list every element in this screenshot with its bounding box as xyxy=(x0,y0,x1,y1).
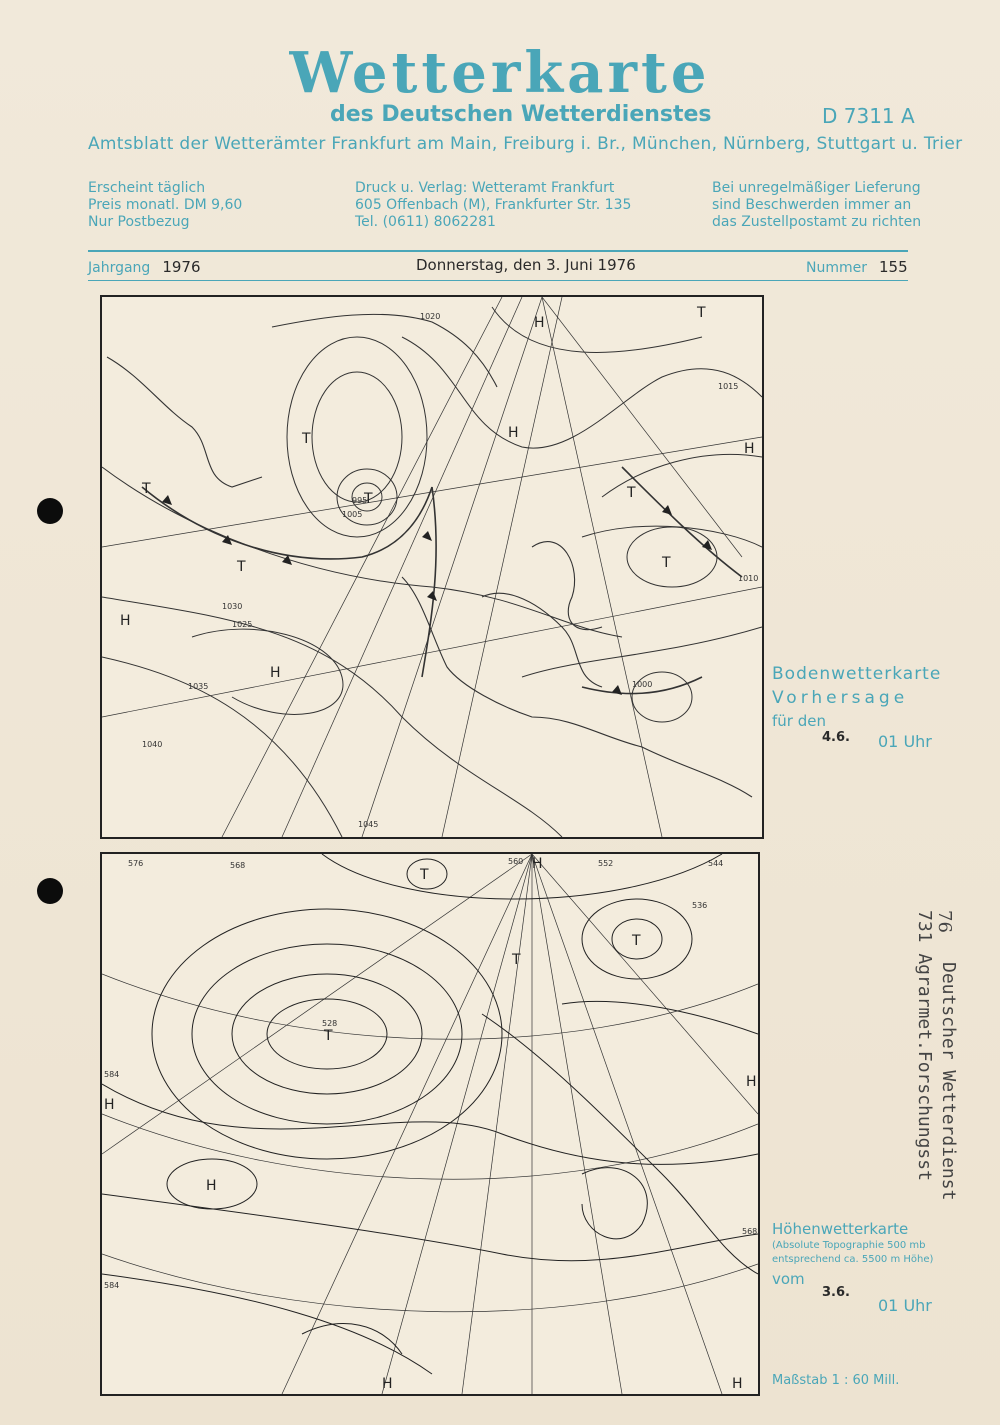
header-rule-bottom xyxy=(88,280,908,281)
stamp-line-2: 731 Agrarmet.Forschungsst xyxy=(914,910,935,1181)
pressure-label: H xyxy=(104,1097,115,1113)
isobar-value: 1040 xyxy=(142,740,163,749)
upper-air-map xyxy=(100,852,760,1396)
pressure-label: T xyxy=(662,555,671,571)
isobar-value: 1020 xyxy=(420,312,441,321)
info-line: Erscheint täglich xyxy=(88,180,206,196)
contour-value: 576 xyxy=(128,859,144,868)
pressure-label: T xyxy=(697,305,706,321)
contour-value: 536 xyxy=(692,901,708,910)
pressure-label: T xyxy=(512,952,521,968)
isobar-value: 1045 xyxy=(358,820,379,829)
contour-value: 528 xyxy=(322,1019,338,1028)
contour-value: 584 xyxy=(104,1070,120,1079)
map1-time: 01 Uhr xyxy=(878,732,932,751)
library-stamp xyxy=(895,910,975,1270)
surface-weather-map xyxy=(100,295,764,839)
publisher-info xyxy=(355,180,631,231)
isobar-value: 1030 xyxy=(222,602,243,611)
map2-date: 3.6. xyxy=(822,1285,850,1300)
isobar-value: 1025 xyxy=(232,620,253,629)
isobar-value: 1035 xyxy=(188,682,209,691)
isobar-value: 1005 xyxy=(342,510,363,519)
upper-air-map-drawing xyxy=(102,854,758,1394)
punch-hole-top xyxy=(37,498,63,524)
info-line: Nur Postbezug xyxy=(88,214,190,230)
map2-caption-2: (Absolute Topographie 500 mb xyxy=(772,1240,926,1251)
delivery-info xyxy=(712,180,921,231)
info-line: Preis monatl. DM 9,60 xyxy=(88,197,243,213)
pressure-label: T xyxy=(142,481,151,497)
map2-time: 01 Uhr xyxy=(878,1296,932,1315)
punch-hole-bottom xyxy=(37,878,63,904)
info-line: Bei unregelmäßiger Lieferung xyxy=(712,180,921,196)
publication-info xyxy=(88,180,242,231)
info-line: Tel. (0611) 8062281 xyxy=(355,214,496,230)
isobar-value: 1000 xyxy=(632,680,653,689)
pressure-label: H xyxy=(270,665,281,681)
page-subtitle: des Deutschen Wetterdienstes xyxy=(330,102,712,127)
amtsblatt-line: Amtsblatt der Wetterämter Frankfurt am Main, Freiburg i. Br., München, Nürnberg, Stuttgart u. Trier xyxy=(88,134,963,154)
map2-caption-3: entsprechend ca. 5500 m Höhe) xyxy=(772,1254,934,1265)
map-scale: Maßstab 1 : 60 Mill. xyxy=(772,1373,900,1388)
pressure-label: T xyxy=(627,485,636,501)
pressure-label: H xyxy=(532,856,543,872)
pressure-label: H xyxy=(744,441,755,457)
jahrgang-value: 1976 xyxy=(162,258,201,276)
contour-value: 560 xyxy=(508,857,524,866)
pressure-label: T xyxy=(324,1028,333,1044)
map1-caption-1: Bodenwetterkarte xyxy=(772,664,942,684)
pressure-label: H xyxy=(732,1376,743,1392)
pressure-label: T xyxy=(302,431,311,447)
pressure-label: H xyxy=(746,1074,757,1090)
isobar-value: 1010 xyxy=(738,574,759,583)
map2-caption-4: vom xyxy=(772,1270,805,1288)
info-line: 605 Offenbach (M), Frankfurter Str. 135 xyxy=(355,197,632,213)
pressure-label: H xyxy=(206,1178,217,1194)
info-line: Druck u. Verlag: Wetteramt Frankfurt xyxy=(355,180,615,196)
pressure-label: T xyxy=(237,559,246,575)
contour-value: 544 xyxy=(708,859,724,868)
nummer-label: Nummer xyxy=(806,260,867,276)
isobar-value: 1015 xyxy=(718,382,739,391)
page-title: Wetterkarte xyxy=(289,40,711,106)
info-line: das Zustellpostamt zu richten xyxy=(712,214,922,230)
pressure-label: H xyxy=(382,1376,393,1392)
map1-date: 4.6. xyxy=(822,730,850,745)
pressure-label: H xyxy=(120,613,131,629)
jahrgang-label: Jahrgang xyxy=(88,260,151,276)
nummer-value: 155 xyxy=(879,258,908,276)
pressure-label: T xyxy=(632,933,641,949)
contour-value: 568 xyxy=(230,861,246,870)
pressure-label: T xyxy=(364,491,373,507)
jahrgang xyxy=(88,258,201,276)
contour-value: 568 xyxy=(742,1227,758,1236)
pressure-label: T xyxy=(420,867,429,883)
pressure-label: H xyxy=(508,425,519,441)
document-number: D 7311 A xyxy=(822,104,915,128)
isobar-value: 995 xyxy=(352,496,368,505)
map1-caption-2: Vorhersage xyxy=(772,688,909,708)
issue-date: Donnerstag, den 3. Juni 1976 xyxy=(416,256,636,274)
pressure-label: H xyxy=(534,315,545,331)
stamp-handwritten: 76 xyxy=(934,910,955,933)
contour-value: 584 xyxy=(104,1281,120,1290)
stamp-line-1: Deutscher Wetterdienst xyxy=(938,962,959,1201)
nummer xyxy=(806,258,908,276)
map1-caption-3: für den xyxy=(772,712,826,730)
map2-caption-1: Höhenwetterkarte xyxy=(772,1220,909,1238)
surface-map-drawing xyxy=(102,297,762,837)
info-line: sind Beschwerden immer an xyxy=(712,197,912,213)
header-rule-top xyxy=(88,250,908,252)
contour-value: 552 xyxy=(598,859,614,868)
